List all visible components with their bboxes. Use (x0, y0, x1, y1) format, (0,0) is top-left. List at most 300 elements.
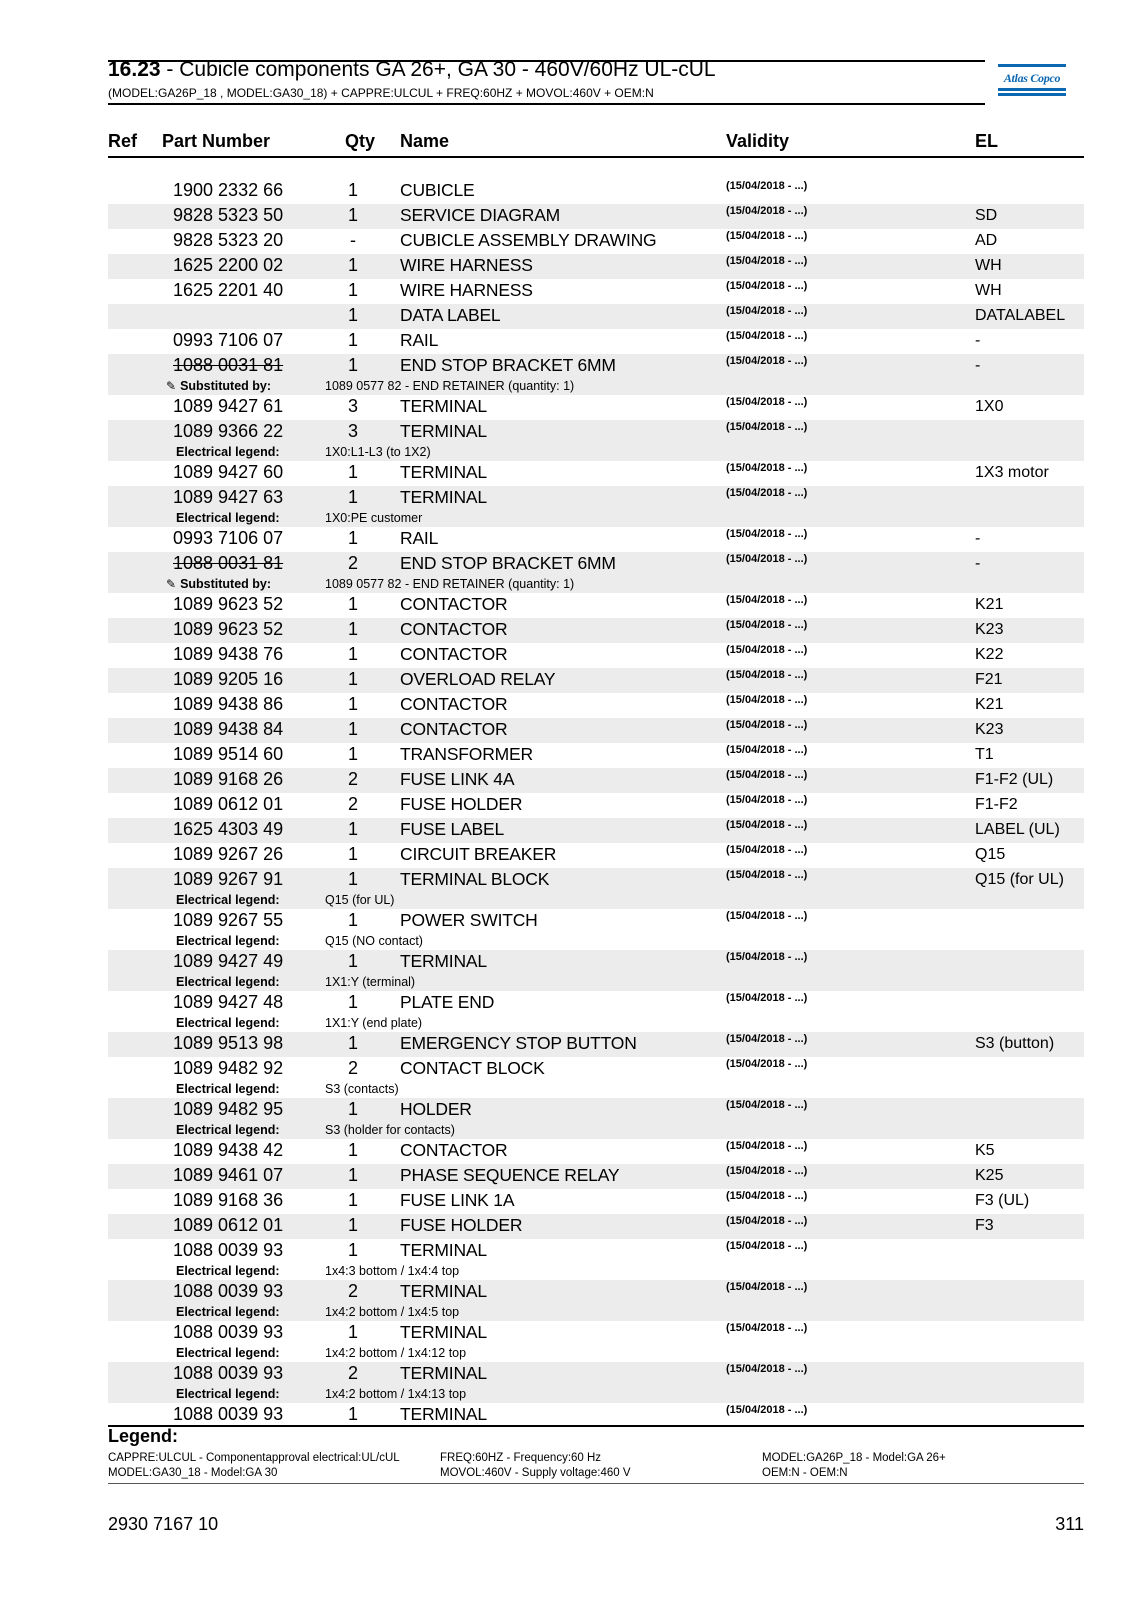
page-number: 311 (1055, 1514, 1084, 1534)
part-number: 1089 9427 63 (173, 487, 284, 507)
sub-label-text: Electrical legend: (176, 1346, 280, 1360)
validity: (15/04/2018 - ...) (726, 280, 808, 292)
table-row (108, 1239, 1084, 1280)
table-row (108, 593, 1084, 618)
part-name: CUBICLE ASSEMBLY DRAWING (400, 230, 657, 250)
part-number: 1088 0031 81 (173, 355, 284, 375)
part-name: TERMINAL (400, 487, 487, 507)
sub-value: 1x4:2 bottom / 1x4:5 top (325, 1305, 460, 1319)
part-number: 1089 9438 84 (173, 719, 284, 739)
validity: (15/04/2018 - ...) (726, 1240, 808, 1252)
part-name: FUSE LINK 4A (400, 769, 515, 789)
validity: (15/04/2018 - ...) (726, 1363, 808, 1375)
legend-bottom-rule (108, 1483, 1084, 1484)
validity: (15/04/2018 - ...) (726, 1215, 808, 1227)
electrical-ref: LABEL (UL) (975, 821, 1060, 838)
part-name: TERMINAL (400, 1240, 487, 1260)
part-number: 1089 9482 92 (173, 1058, 284, 1078)
part-name: OVERLOAD RELAY (400, 669, 556, 689)
part-name: FUSE HOLDER (400, 794, 523, 814)
quantity: 1 (347, 910, 358, 930)
part-name: TERMINAL (400, 1281, 487, 1301)
table-row (108, 793, 1084, 818)
part-number: 1089 9427 60 (173, 462, 284, 482)
electrical-ref: K22 (975, 646, 1004, 663)
table-row (108, 868, 1084, 909)
col-header-name: Name (400, 131, 450, 151)
table-row (108, 395, 1084, 420)
validity: (15/04/2018 - ...) (726, 992, 808, 1004)
part-number: 1088 0039 93 (173, 1281, 284, 1301)
electrical-ref: Q15 (for UL) (975, 871, 1064, 888)
part-name: FUSE LINK 1A (400, 1190, 515, 1210)
table-row (108, 461, 1084, 486)
part-number: 1089 9427 48 (173, 992, 284, 1012)
part-number: 1625 2200 02 (173, 255, 284, 275)
electrical-ref: WH (975, 282, 1002, 299)
part-name: RAIL (400, 528, 439, 548)
quantity: 1 (347, 355, 358, 375)
sub-label-text: Electrical legend: (176, 1264, 280, 1278)
col-header-validity: Validity (726, 131, 790, 151)
table-row (108, 204, 1084, 229)
electrical-ref: - (975, 332, 981, 349)
sub-label-text: Electrical legend: (176, 934, 280, 948)
part-name: TERMINAL (400, 396, 487, 416)
table-row (108, 420, 1084, 461)
validity: (15/04/2018 - ...) (726, 694, 808, 706)
sub-label-text: Electrical legend: (176, 1305, 280, 1319)
validity: (15/04/2018 - ...) (726, 719, 808, 731)
table-row (108, 743, 1084, 768)
validity: (15/04/2018 - ...) (726, 355, 808, 367)
page-subtitle: (MODEL:GA26P_18 , MODEL:GA30_18) + CAPPRE:ULCUL + FREQ:60HZ + MOVOL:460V + OEM:N (108, 86, 654, 100)
table-row (108, 668, 1084, 693)
part-name: TERMINAL (400, 1404, 487, 1424)
sub-value: 1x4:2 bottom / 1x4:13 top (325, 1387, 467, 1401)
part-number: 0993 7106 07 (173, 330, 284, 350)
quantity: 1 (347, 744, 358, 764)
part-name: TERMINAL (400, 462, 487, 482)
part-name: CONTACTOR (400, 594, 508, 614)
part-number: 1089 9438 86 (173, 694, 284, 714)
part-number: 1089 9366 22 (173, 421, 284, 441)
legend-item: MODEL:GA26P_18 - Model:GA 26+ (762, 1452, 946, 1464)
part-name: CONTACTOR (400, 619, 508, 639)
part-name: CONTACTOR (400, 719, 508, 739)
table-row (108, 843, 1084, 868)
part-number: 1088 0031 81 (173, 553, 284, 573)
sub-value: S3 (holder for contacts) (325, 1123, 455, 1137)
legend-rule (108, 1425, 1084, 1427)
part-name: CUBICLE (400, 180, 475, 200)
quantity: 1 (347, 844, 358, 864)
validity: (15/04/2018 - ...) (726, 869, 808, 881)
table-row (108, 354, 1084, 395)
electrical-ref: WH (975, 257, 1002, 274)
sub-label (176, 893, 280, 907)
validity: (15/04/2018 - ...) (726, 553, 808, 565)
part-number: 1089 9438 76 (173, 644, 284, 664)
quantity: 1 (347, 462, 358, 482)
electrical-ref: K21 (975, 696, 1004, 713)
table-row (108, 527, 1084, 552)
part-number: 1089 9267 91 (173, 869, 284, 889)
sub-label-text: Electrical legend: (176, 893, 280, 907)
electrical-ref: - (975, 357, 981, 374)
part-name: CONTACT BLOCK (400, 1058, 545, 1078)
sub-value: Q15 (NO contact) (325, 934, 423, 948)
section-title: - Cubicle components GA 26+, GA 30 - 460V/60Hz UL-cUL (160, 58, 716, 81)
quantity: 1 (347, 180, 358, 200)
sub-value: 1X1:Y (terminal) (325, 975, 416, 989)
table-row (108, 179, 1084, 204)
validity: (15/04/2018 - ...) (726, 951, 808, 963)
part-number: 1089 0612 01 (173, 1215, 284, 1235)
table-row (108, 718, 1084, 743)
electrical-ref: SD (975, 207, 998, 224)
part-name: DATA LABEL (400, 305, 501, 325)
part-number: 1089 9482 95 (173, 1099, 284, 1119)
electrical-ref: DATALABEL (975, 307, 1066, 324)
part-name: TERMINAL (400, 421, 487, 441)
sub-label (176, 1346, 280, 1360)
validity: (15/04/2018 - ...) (726, 669, 808, 681)
quantity: 1 (347, 644, 358, 664)
electrical-ref: K23 (975, 621, 1004, 638)
part-name: EMERGENCY STOP BUTTON (400, 1033, 637, 1053)
validity: (15/04/2018 - ...) (726, 644, 808, 656)
sub-label-text: Electrical legend: (176, 1387, 280, 1401)
quantity: 1 (347, 205, 358, 225)
part-name: CIRCUIT BREAKER (400, 844, 557, 864)
electrical-ref: K23 (975, 721, 1004, 738)
validity: (15/04/2018 - ...) (726, 205, 808, 217)
document-number: 2930 7167 10 (108, 1514, 219, 1534)
part-name: TERMINAL (400, 951, 487, 971)
quantity: 1 (347, 1033, 358, 1053)
electrical-ref: F1-F2 (975, 796, 1018, 813)
sub-label (176, 1123, 280, 1137)
validity: (15/04/2018 - ...) (726, 1404, 808, 1416)
legend-item: MOVOL:460V - Supply voltage:460 V (440, 1467, 631, 1479)
quantity: 1 (347, 1140, 358, 1160)
col-header-ref: Ref (108, 131, 138, 151)
part-name: WIRE HARNESS (400, 255, 533, 275)
quantity: 1 (347, 719, 358, 739)
legend-item: MODEL:GA30_18 - Model:GA 30 (108, 1467, 278, 1479)
quantity: 3 (347, 396, 358, 416)
validity: (15/04/2018 - ...) (726, 255, 808, 267)
quantity: 1 (347, 330, 358, 350)
part-number: 1089 9267 26 (173, 844, 284, 864)
part-number: 1088 0039 93 (173, 1322, 284, 1342)
quantity: 1 (347, 694, 358, 714)
quantity: 1 (347, 594, 358, 614)
part-name: HOLDER (400, 1099, 472, 1119)
part-number: 1088 0039 93 (173, 1240, 284, 1260)
quantity: 1 (347, 1404, 358, 1424)
table-row (108, 1032, 1084, 1057)
electrical-ref: 1X0 (975, 398, 1004, 415)
sub-label (176, 975, 280, 989)
sub-label-text: Substituted by: (180, 379, 272, 393)
table-row (108, 1214, 1084, 1239)
part-number: 1089 9168 36 (173, 1190, 284, 1210)
table-row (108, 552, 1084, 593)
quantity: 1 (347, 255, 358, 275)
part-name: CONTACTOR (400, 1140, 508, 1160)
part-number: 1625 4303 49 (173, 819, 284, 839)
part-number: 1089 9427 61 (173, 396, 284, 416)
sub-label-text: Electrical legend: (176, 1123, 280, 1137)
validity: (15/04/2018 - ...) (726, 1033, 808, 1045)
sub-value: 1X0:L1-L3 (to 1X2) (325, 445, 431, 459)
part-name: RAIL (400, 330, 439, 350)
table-row (108, 279, 1084, 304)
electrical-ref: AD (975, 232, 998, 249)
sub-label-text: Electrical legend: (176, 975, 280, 989)
part-number: 1089 9427 49 (173, 951, 284, 971)
electrical-ref: S3 (button) (975, 1035, 1055, 1052)
electrical-ref: Q15 (975, 846, 1006, 863)
part-name: CONTACTOR (400, 694, 508, 714)
table-row (108, 991, 1084, 1032)
table-row (108, 486, 1084, 527)
quantity: 2 (347, 553, 358, 573)
quantity: 3 (347, 421, 358, 441)
quantity: 1 (347, 619, 358, 639)
validity: (15/04/2018 - ...) (726, 1190, 808, 1202)
validity: (15/04/2018 - ...) (726, 769, 808, 781)
table-row (108, 1098, 1084, 1139)
table-row (108, 1057, 1084, 1098)
validity: (15/04/2018 - ...) (726, 396, 808, 408)
table-row (108, 1362, 1084, 1403)
sub-label (166, 379, 271, 393)
quantity: 2 (347, 1058, 358, 1078)
part-number: 1089 9438 42 (173, 1140, 284, 1160)
section-number: 16.23 (108, 58, 161, 81)
quantity: 1 (347, 1322, 358, 1342)
validity: (15/04/2018 - ...) (726, 1322, 808, 1334)
quantity: 1 (347, 487, 358, 507)
validity: (15/04/2018 - ...) (726, 180, 808, 192)
table-row (108, 768, 1084, 793)
table-row (108, 229, 1084, 254)
pencil-icon: ✎ (166, 379, 177, 393)
quantity: 2 (347, 794, 358, 814)
sub-label-text: Electrical legend: (176, 1016, 280, 1030)
sub-label (176, 1305, 280, 1319)
electrical-ref: F3 (975, 1217, 994, 1234)
validity: (15/04/2018 - ...) (726, 528, 808, 540)
part-name: POWER SWITCH (400, 910, 538, 930)
sub-label (176, 1082, 280, 1096)
validity: (15/04/2018 - ...) (726, 744, 808, 756)
col-header-el: EL (975, 131, 999, 151)
part-number: 0993 7106 07 (173, 528, 284, 548)
logo-text: Atlas Copco (1003, 71, 1061, 85)
sub-label (176, 1264, 280, 1278)
table-row (108, 618, 1084, 643)
table-row (108, 1164, 1084, 1189)
electrical-ref: F21 (975, 671, 1003, 688)
quantity: 1 (347, 1190, 358, 1210)
part-name: TERMINAL (400, 1363, 487, 1383)
part-number: 1089 9513 98 (173, 1033, 284, 1053)
quantity: 1 (347, 280, 358, 300)
validity: (15/04/2018 - ...) (726, 487, 808, 499)
part-name: END STOP BRACKET 6MM (400, 355, 616, 375)
part-number: 1088 0039 93 (173, 1363, 284, 1383)
validity: (15/04/2018 - ...) (726, 1058, 808, 1070)
quantity: 2 (347, 769, 358, 789)
part-number: 1089 9168 26 (173, 769, 284, 789)
electrical-ref: F1-F2 (UL) (975, 771, 1054, 788)
table-row (108, 329, 1084, 354)
sub-label-text: Electrical legend: (176, 1082, 280, 1096)
validity: (15/04/2018 - ...) (726, 330, 808, 342)
part-number: 1089 9461 07 (173, 1165, 284, 1185)
quantity: 1 (347, 528, 358, 548)
sub-label-text: Substituted by: (180, 577, 272, 591)
part-name: PLATE END (400, 992, 495, 1012)
quantity: 1 (347, 1099, 358, 1119)
part-name: TERMINAL (400, 1322, 487, 1342)
legend-item: OEM:N - OEM:N (762, 1467, 848, 1479)
part-name: TERMINAL BLOCK (400, 869, 550, 889)
sub-value: S3 (contacts) (325, 1082, 399, 1096)
part-number: 1089 9514 60 (173, 744, 284, 764)
brand-logo (998, 64, 1066, 96)
electrical-ref: 1X3 motor (975, 464, 1049, 481)
part-name: WIRE HARNESS (400, 280, 533, 300)
part-number: 1625 2201 40 (173, 280, 284, 300)
title-bottom-rule (108, 103, 985, 105)
electrical-ref: T1 (975, 746, 994, 763)
validity: (15/04/2018 - ...) (726, 1140, 808, 1152)
part-number: 1088 0039 93 (173, 1404, 284, 1424)
quantity: 2 (347, 1363, 358, 1383)
pencil-icon: ✎ (166, 577, 177, 591)
part-number: 1089 9623 52 (173, 594, 284, 614)
validity: (15/04/2018 - ...) (726, 819, 808, 831)
table-row (108, 1321, 1084, 1362)
quantity: 1 (347, 1215, 358, 1235)
sub-label (166, 577, 271, 591)
sub-label (176, 445, 280, 459)
part-name: FUSE HOLDER (400, 1215, 523, 1235)
table-row (108, 254, 1084, 279)
sub-label (176, 511, 280, 525)
sub-label-text: Electrical legend: (176, 511, 280, 525)
validity: (15/04/2018 - ...) (726, 1281, 808, 1293)
validity: (15/04/2018 - ...) (726, 421, 808, 433)
quantity: 1 (347, 305, 358, 325)
part-name: END STOP BRACKET 6MM (400, 553, 616, 573)
validity: (15/04/2018 - ...) (726, 305, 808, 317)
quantity: 1 (347, 1165, 358, 1185)
part-number: 1089 9205 16 (173, 669, 284, 689)
sub-label-text: Electrical legend: (176, 445, 280, 459)
part-name: TRANSFORMER (400, 744, 533, 764)
legend-item: FREQ:60HZ - Frequency:60 Hz (440, 1452, 602, 1464)
validity: (15/04/2018 - ...) (726, 910, 808, 922)
part-number: 9828 5323 50 (173, 205, 284, 225)
part-name: CONTACTOR (400, 644, 508, 664)
quantity: 1 (347, 1240, 358, 1260)
table-row (108, 643, 1084, 668)
col-header-qty: Qty (345, 131, 376, 151)
sub-value: Q15 (for UL) (325, 893, 395, 907)
col-header-part-number: Part Number (162, 131, 271, 151)
legend-title: Legend: (108, 1426, 178, 1446)
sub-value: 1X0:PE customer (325, 511, 423, 525)
quantity: 1 (347, 819, 358, 839)
part-name: SERVICE DIAGRAM (400, 205, 561, 225)
sub-value: 1089 0577 82 - END RETAINER (quantity: 1) (325, 379, 575, 393)
table-row (108, 1189, 1084, 1214)
table-row (108, 950, 1084, 991)
quantity: - (350, 230, 356, 250)
validity: (15/04/2018 - ...) (726, 230, 808, 242)
electrical-ref: F3 (UL) (975, 1192, 1030, 1209)
table-row (108, 304, 1084, 329)
part-number: 1089 0612 01 (173, 794, 284, 814)
validity: (15/04/2018 - ...) (726, 462, 808, 474)
table-row (108, 693, 1084, 718)
legend-item: CAPPRE:ULCUL - Componentapproval electrical:UL/cUL (108, 1452, 400, 1464)
validity: (15/04/2018 - ...) (726, 594, 808, 606)
part-number: 1900 2332 66 (173, 180, 284, 200)
header-rule (108, 156, 1084, 158)
sub-label (176, 1016, 280, 1030)
part-number: 1089 9623 52 (173, 619, 284, 639)
part-number: 1089 9267 55 (173, 910, 284, 930)
electrical-ref: - (975, 530, 981, 547)
electrical-ref: K25 (975, 1167, 1004, 1184)
part-name: FUSE LABEL (400, 819, 505, 839)
electrical-ref: K21 (975, 596, 1004, 613)
sub-value: 1X1:Y (end plate) (325, 1016, 423, 1030)
validity: (15/04/2018 - ...) (726, 844, 808, 856)
quantity: 2 (347, 1281, 358, 1301)
part-number: 9828 5323 20 (173, 230, 284, 250)
sub-value: 1x4:2 bottom / 1x4:12 top (325, 1346, 467, 1360)
sub-value: 1x4:3 bottom / 1x4:4 top (325, 1264, 460, 1278)
sub-label (176, 934, 280, 948)
validity: (15/04/2018 - ...) (726, 794, 808, 806)
part-name: PHASE SEQUENCE RELAY (400, 1165, 620, 1185)
table-row (108, 1139, 1084, 1164)
page-title (108, 58, 716, 82)
quantity: 1 (347, 951, 358, 971)
sub-value: 1089 0577 82 - END RETAINER (quantity: 1) (325, 577, 575, 591)
electrical-ref: - (975, 555, 981, 572)
validity: (15/04/2018 - ...) (726, 1099, 808, 1111)
electrical-ref: K5 (975, 1142, 995, 1159)
table-row (108, 1280, 1084, 1321)
validity: (15/04/2018 - ...) (726, 619, 808, 631)
quantity: 1 (347, 669, 358, 689)
sub-label (176, 1387, 280, 1401)
quantity: 1 (347, 992, 358, 1012)
table-row (108, 909, 1084, 950)
validity: (15/04/2018 - ...) (726, 1165, 808, 1177)
table-row (108, 818, 1084, 843)
quantity: 1 (347, 869, 358, 889)
